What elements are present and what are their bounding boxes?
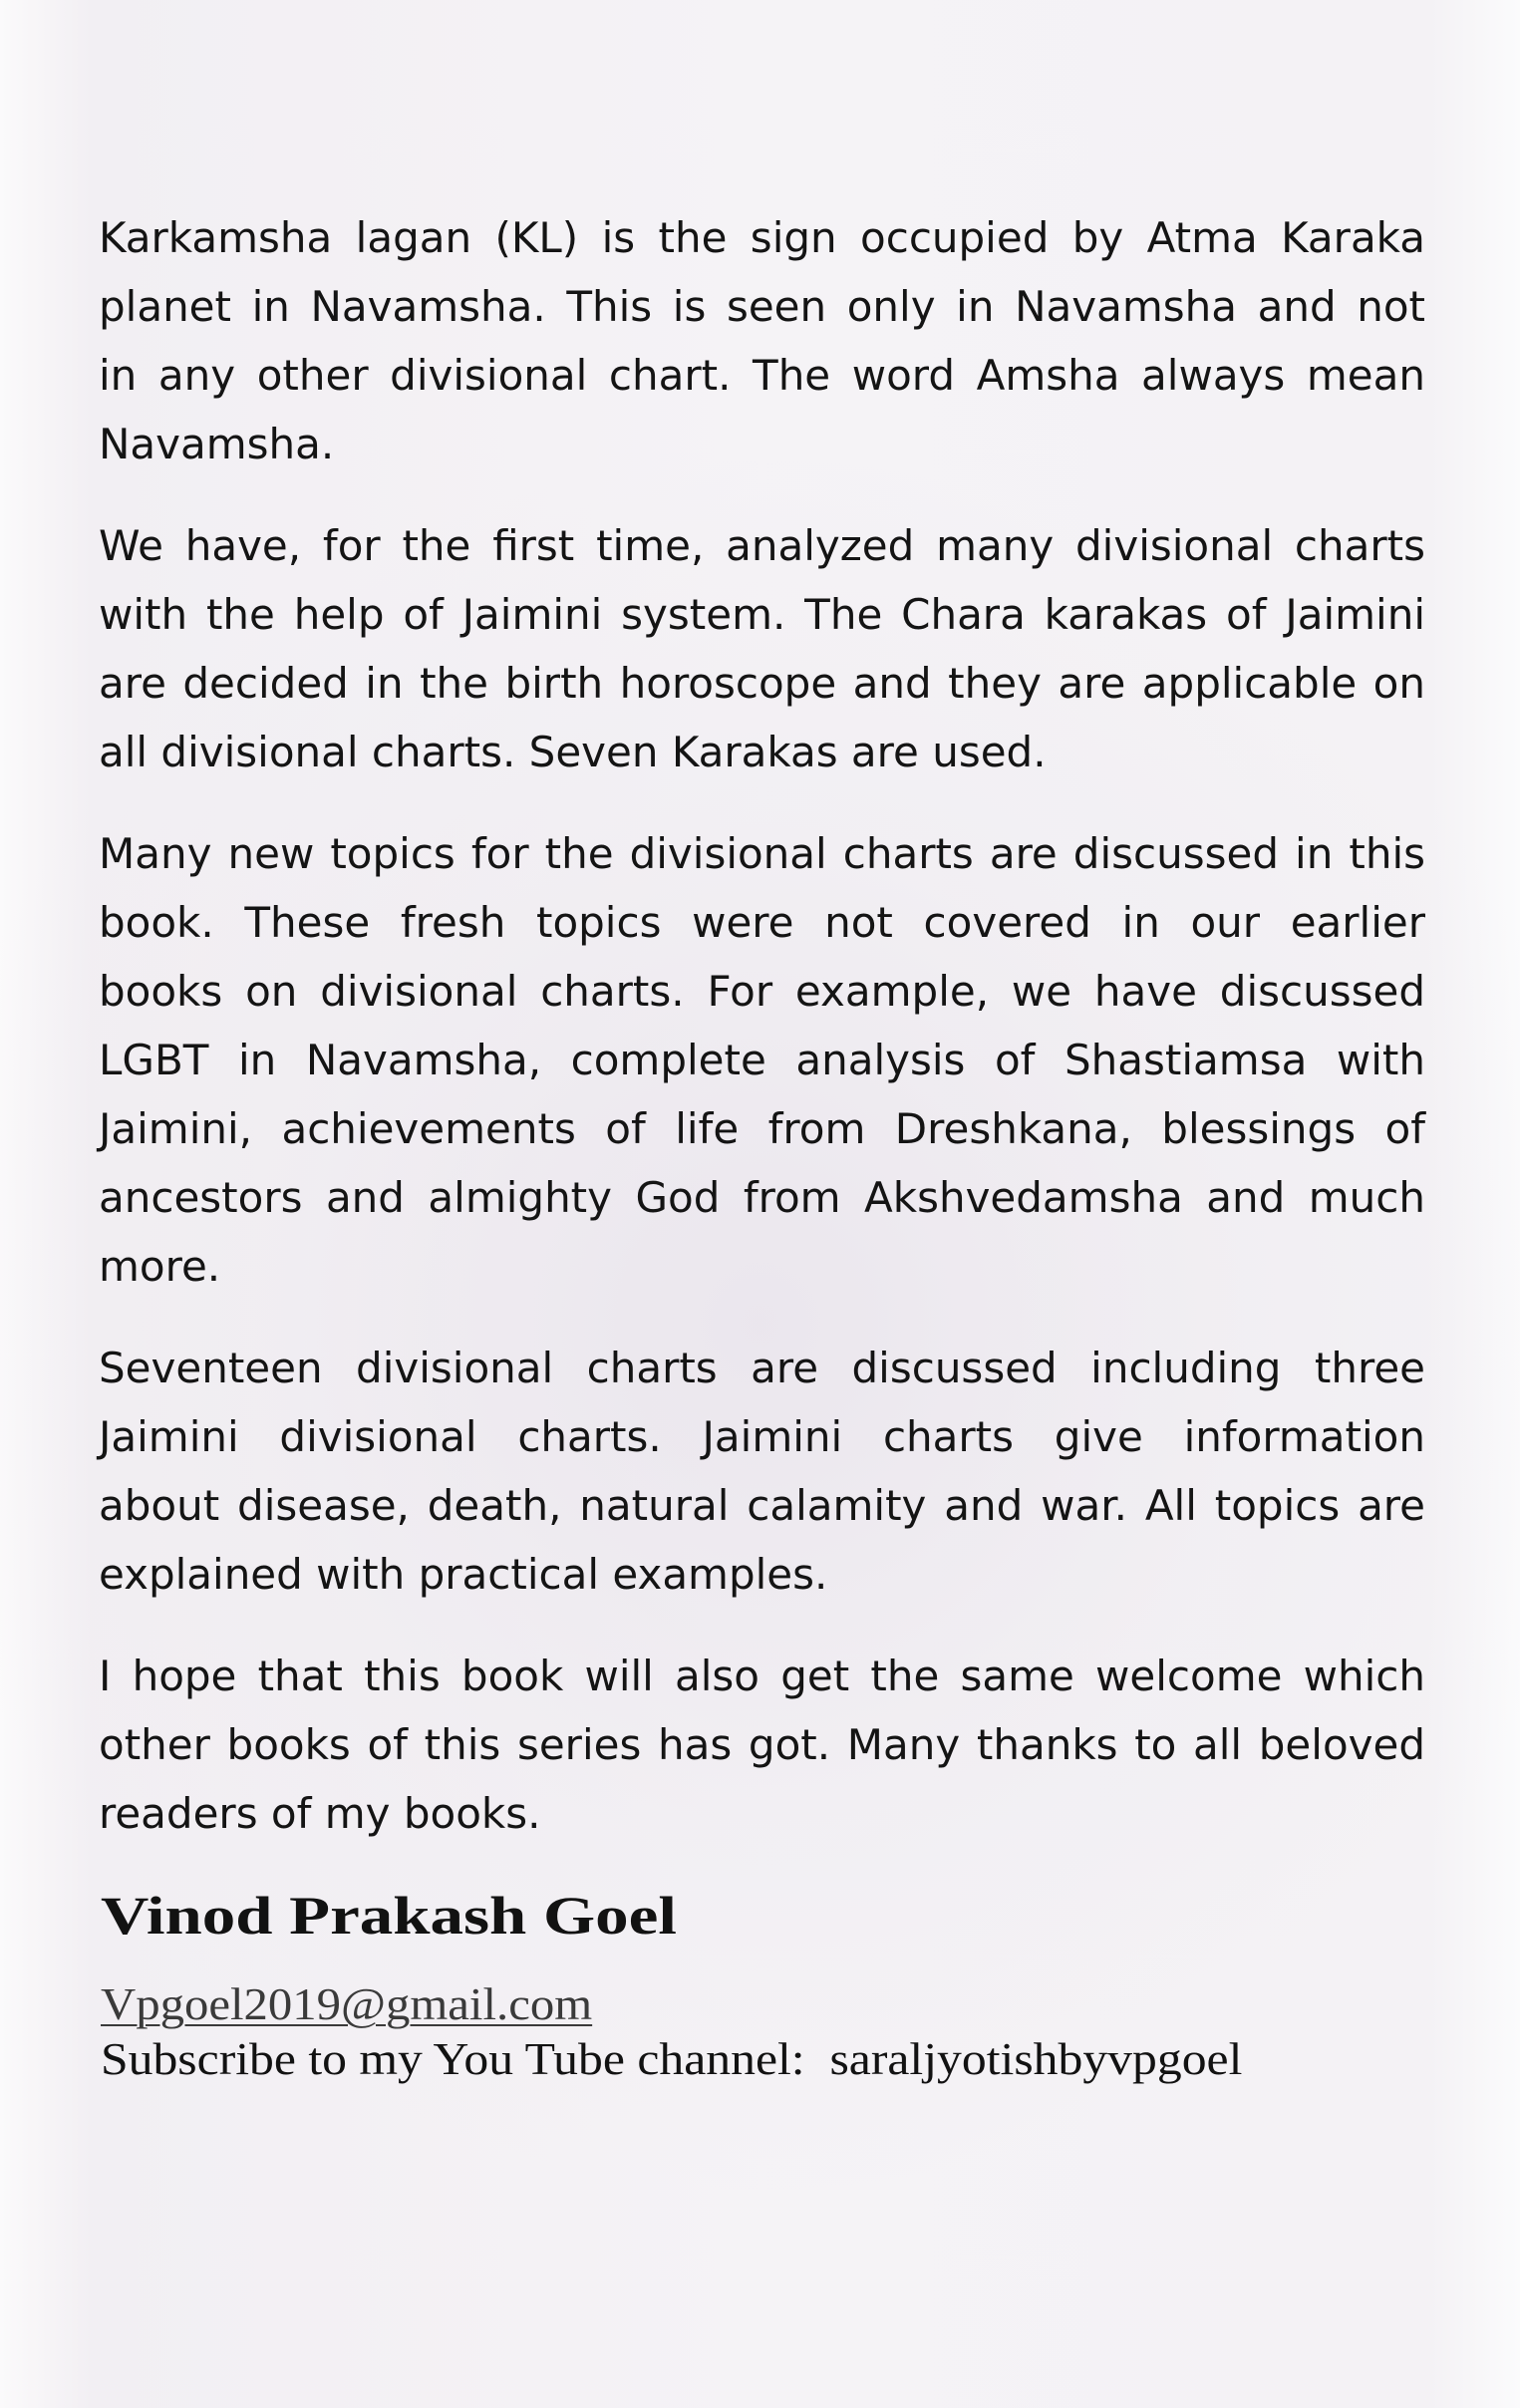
paragraph-seventeen-charts [99,1334,1425,1609]
text-line: all divisional charts. Seven Karakas are used. [99,728,1047,776]
paragraph-new-topics [99,819,1425,1301]
text-line: planet in Navamsha. This is seen only in Navamsha and not [99,282,1425,331]
author-name: Vinod Prakash Goel [101,1886,677,1946]
text-line: about disease, death, natural calamity and war. All topics are [99,1481,1425,1530]
text-line: We have, for the first time, analyzed many divisional charts [99,521,1425,570]
preface-body [99,203,1425,1881]
text-line: Jaimini, achievements of life from Dreshkana, blessings of [99,1104,1425,1153]
text-line: more. [99,1242,221,1291]
text-line: readers of my books. [99,1789,541,1838]
text-line: I hope that this book will also get the same welcome which [99,1652,1425,1700]
text-line: Navamsha. [99,420,335,468]
subscribe-label: Subscribe to my You Tube channel: [101,2033,805,2084]
text-line: in any other divisional chart. The word Amsha always mean [99,351,1425,400]
paragraph-jaimini-system [99,511,1425,786]
text-line: Jaimini divisional charts. Jaimini charts give information [99,1412,1425,1461]
text-line: book. These fresh topics were not covered in our earlier [99,898,1425,947]
text-line: are decided in the birth horoscope and they are applicable on [99,659,1425,708]
youtube-subscribe-line [101,2031,1242,2087]
text-line: ancestors and almighty God from Akshvedamsha and much [99,1173,1425,1222]
text-line: with the help of Jaimini system. The Chara karakas of Jaimini [99,590,1425,639]
text-line: other books of this series has got. Many thanks to all beloved [99,1720,1425,1769]
text-line: explained with practical examples. [99,1550,828,1599]
paragraph-karkamsha [99,203,1425,478]
text-line: Karkamsha lagan (KL) is the sign occupied by Atma Karaka [99,213,1425,262]
author-email-link[interactable]: Vpgoel2019@gmail.com [101,1978,593,2029]
paragraph-thanks [99,1642,1425,1848]
text-line: books on divisional charts. For example, we have discussed [99,967,1425,1016]
text-line: Many new topics for the divisional charts are discussed in this [99,829,1425,878]
youtube-channel-name: saraljyotishbyvpgoel [829,2033,1243,2084]
text-line: Seventeen divisional charts are discussed including three [99,1344,1425,1392]
author-signoff [101,1884,1243,2087]
text-line: LGBT in Navamsha, complete analysis of Shastiamsa with [99,1036,1425,1084]
